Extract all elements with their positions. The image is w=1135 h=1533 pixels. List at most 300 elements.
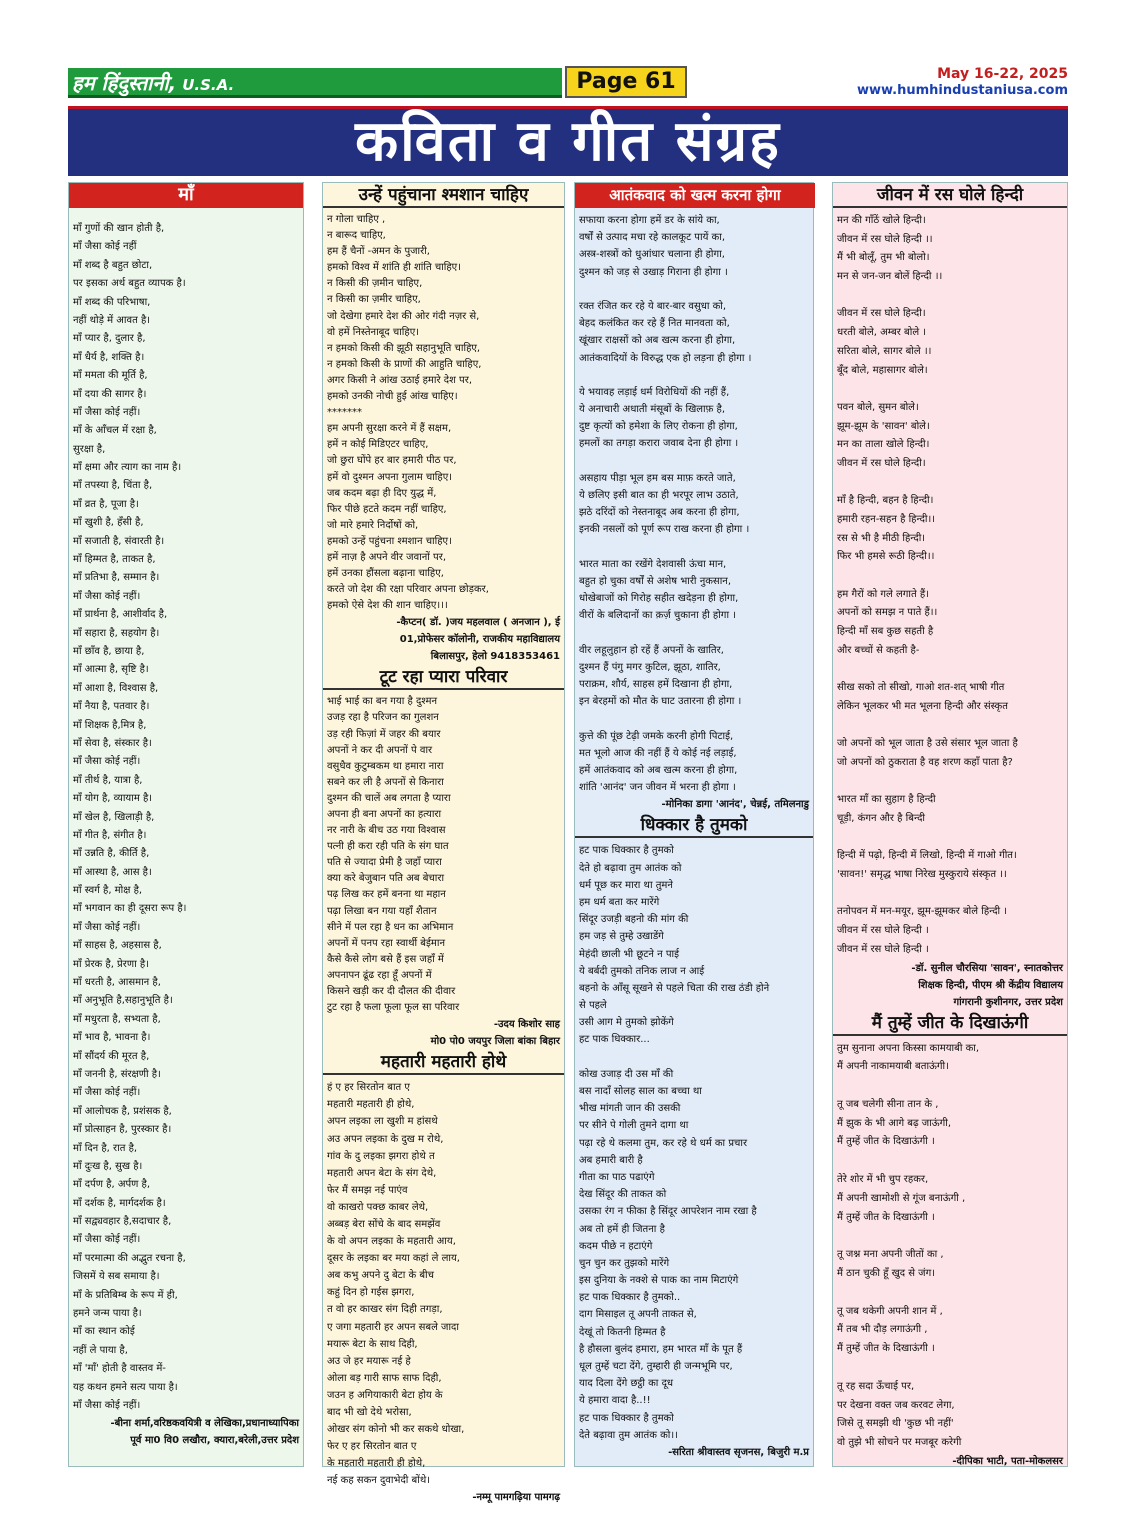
poem-line: अपनों ने कर दी अपनों पे वार: [327, 744, 433, 756]
issue-date: May 16-22, 2025: [937, 66, 1068, 82]
poem-line: 01,प्रोफेसर कॉलोनी, राजकीय महाविद्यालय: [399, 634, 560, 646]
poem-line: कैसे कैसे लोग बसे हैं इस जहाँ में: [327, 953, 444, 965]
poem-line: -नम्मू पामगढ़िया पामगढ़: [472, 1492, 560, 1504]
poem-line: माँ धरती है, आसमान है,: [73, 977, 161, 989]
poem-line: माँ अनुभूति है,सहानुभूति है।: [73, 995, 173, 1007]
poem-line: हट पाक धिक्कार है तुमको: [579, 1412, 674, 1424]
column-maa: [68, 182, 304, 1467]
poem-line: मैं तुम्हें जीत के दिखाऊंगी ।: [837, 1136, 935, 1148]
poem-line: दूसर के लइका बर मया कहां ले लाय,: [327, 1253, 460, 1265]
poem-line: दुश्मन की चालें अब लगता है प्यारा: [327, 792, 451, 804]
poem-line: लेकिन भूलकर भी मत भूलना हिन्दी और संस्कृत: [837, 700, 1008, 712]
poem-line: पढ़ा रहे थे कलमा तुम, कर रहे थे धर्म का प्रचार: [579, 1137, 748, 1149]
poem-line: वीरों के बलिदानों का क़र्ज़ चुकाना ही होगा ।: [579, 610, 736, 622]
poem-line: हम धर्म बता कर मारेंगे: [579, 896, 660, 908]
poem-line: माँ उन्नति है, कीर्ति है,: [73, 848, 150, 860]
poem-line: न किसी की ज़मीन चाहिए,: [327, 278, 423, 290]
stanza-break: [579, 367, 809, 384]
poem-line: बहुत हो चुका वर्षों से अशेष भारी नुकसान,: [579, 575, 732, 587]
poem-line: चुन चुन कर तुझको मारेंगे: [579, 1257, 670, 1269]
stanza-break: [837, 1284, 1063, 1303]
poem-line: माँ मधुरता है, सभ्यता है,: [73, 1013, 161, 1025]
poem-line: मन की गाँठें खोले हिन्दी।: [837, 215, 926, 226]
poem-line: जीवन में रस घोले हिन्दी ।।: [837, 233, 933, 245]
poem-line: धूल तुम्हें चटा देंगे, तुम्हारी ही जन्मभूमि पर,: [579, 1361, 733, 1372]
poem-title-maa: माँ: [69, 183, 303, 208]
poem-line: फिर पीछे हटते कदम नहीं चाहिए,: [327, 503, 447, 515]
poem-line: शांति 'आनंद' जन जीवन में भरना ही होगा ।: [579, 782, 736, 794]
poem-line: के महतारी महतारी ही होथे,: [327, 1458, 426, 1470]
poem-line: मो0 पो0 जयपुर जिला बांका बिहार: [430, 1036, 560, 1048]
poem-line: वीर लहूलुहान हो रहें हैं अपनों के खातिर,: [579, 644, 724, 656]
poem-line: माँ जैसा कोई नहीं।: [73, 590, 141, 602]
poem-line: हमलों का तगड़ा करारा जवाब देना ही होगा ।: [579, 438, 739, 450]
poem-line: वो तुझे भी सोचने पर मजबूर करेगी: [837, 1437, 962, 1449]
poem-line: पर देखना वक्त जब करवट लेगा,: [837, 1399, 955, 1411]
poem-line: हमारी रहन-सहन है हिन्दी।।: [837, 514, 936, 525]
poem-line: हट पाक धिक्कार है तुमको..: [579, 1292, 681, 1304]
poem-line: माँ भाव है, भावना है।: [73, 1032, 151, 1044]
poem-line: हिन्दी माँ सब कुछ सहती है: [837, 626, 934, 638]
poem-line: अपनों में पनप रहा स्वार्थी बेईमान: [327, 937, 445, 949]
poem-body-mahtari: [323, 1075, 564, 1489]
stanza-break: [579, 281, 809, 298]
poem-line: और बच्चों से कहती है-: [837, 644, 920, 656]
poem-line: भारत माता का रखेंगे देशवासी ऊंचा मान,: [579, 558, 727, 570]
poem-line: देते बढ़ावा तुम आतंक को।।: [579, 1429, 678, 1441]
column-three: [574, 182, 814, 1467]
newspaper-name: हम हिंदुस्तानी,: [72, 71, 177, 95]
poem-line: माँ आशा है, विश्वास है,: [73, 682, 159, 694]
poem-line: न बारूद चाहिए,: [327, 230, 386, 242]
poem-line: सफाया करना होगा हमें डर के सांये का,: [579, 215, 720, 226]
poem-line: हमको उनकी नोची हुई आंख चाहिए।: [327, 391, 458, 403]
poem-title-dhikkar: धिक्कार है तुमको: [575, 813, 813, 838]
poem-line: माँ सद्व्यवहार है,सदाचार है,: [73, 1216, 172, 1228]
poem-line: खूंखार राक्षसों को अब खत्म करना ही होगा,: [579, 335, 736, 347]
stanza-break: [837, 829, 1063, 848]
poem-line: माँ दुःख है, सुख है।: [73, 1160, 143, 1172]
newspaper-region: U.S.A.: [182, 76, 235, 94]
stanza-break: [837, 567, 1063, 586]
poem-line: तू जब थकेगी अपनी शान में ,: [837, 1305, 943, 1317]
stanza-break: [579, 539, 809, 556]
poem-line: मयारू बेटा के साथ दिही,: [327, 1338, 418, 1350]
poem-line: हमें नाज़ है अपने वीर जवानों पर,: [327, 551, 447, 563]
poem-line: माँ ममता की मूर्ति है,: [73, 370, 148, 382]
poem-line: ये बर्बदी तुमको तनिक लाज न आई: [579, 965, 705, 977]
poem-line: -डॉ. सुनील चौरसिया 'सावन', स्नातकोत्तर: [911, 962, 1063, 974]
poem-body-shamshan: [323, 208, 564, 614]
poem-author-hindi: [833, 960, 1067, 1011]
poem-line: महतारी अपन बेटा के संग देथे,: [327, 1167, 437, 1179]
poem-line: हम जड़ से तुम्हे उखाडेंगे: [579, 931, 664, 943]
poem-line: माँ योग है, व्यायाम है।: [73, 793, 153, 805]
poem-line: कोख उजाड़ दी उस माँ की: [579, 1068, 674, 1080]
poem-author-dhikkar: [575, 1444, 813, 1461]
poem-line: तू जब चलेगी सीना तान के ,: [837, 1098, 939, 1110]
poem-line: बूँद बोले, महासागर बोले।: [837, 364, 928, 376]
column-four: [832, 182, 1068, 1467]
poem-line: अब हमारी बारी है: [579, 1154, 643, 1166]
poem-line: फेर मैं समझ नई पाएंव: [327, 1184, 408, 1196]
poem-line: माँ आत्मा है, सृष्टि है।: [73, 664, 149, 676]
stanza-break: [579, 625, 809, 642]
stanza-break: [837, 1152, 1063, 1171]
poem-line: झठे दरिंदों को नेस्तनाबूद अब करना ही होगा,: [579, 507, 740, 519]
poem-line: माँ जैसा कोई नहीं।: [73, 1234, 141, 1246]
poem-line: आतंकवादियों के विरुद्ध एक हो लड़ना ही होगा ।: [579, 352, 752, 364]
poem-line: ये अनाचारी अधाती मंसूबों के खिलाफ़ है,: [579, 404, 726, 416]
poem-line: क्या करे बेजुबान पति अब बेचारा: [327, 873, 445, 885]
poem-line: माँ परमात्मा की अद्भुत रचना है,: [73, 1252, 186, 1264]
poem-line: हम हैं चैनों -अमन के पुजारी,: [327, 246, 430, 258]
poem-line: माँ प्रोत्साहन है, पुरस्कार है।: [73, 1124, 172, 1136]
poem-line: जीवन में रस घोले हिन्दी।: [837, 308, 926, 320]
poem-line: पर इसका अर्थ बहुत व्यापक है।: [73, 278, 186, 290]
poem-body-maa: [69, 208, 303, 1415]
poem-line: हमें आतंकवाद को अब खत्म करना ही होगा,: [579, 765, 738, 776]
poem-line: इनकी नसलों को पूर्ण रूप राख करना ही होगा ।: [579, 524, 750, 536]
poem-line: माँ जैसा कोई नहीं।: [73, 921, 141, 933]
poem-line: जीवन में रस घोले हिन्दी ।: [837, 943, 929, 955]
poem-line: माँ क्षमा और त्याग का नाम है।: [73, 462, 182, 474]
poem-line: भाई भाई का बन गया है दुश्मन: [327, 696, 438, 708]
poem-line: माँ साहस है, अहसास है,: [73, 940, 162, 952]
poem-line: भारत माँ का सुहाग है हिन्दी: [837, 794, 936, 806]
poem-line: पवन बोले, सुमन बोले।: [837, 401, 919, 413]
poem-line: माँ दया की सागर है।: [73, 388, 147, 400]
poem-line: -कैप्टन( डॉ. )जय महलवाल ( अनजान ), ई: [396, 617, 560, 629]
poem-line: जो देखेगा हमारे देश की ओर गंदी नज़र से,: [327, 310, 480, 322]
poem-line: माँ नैया है, पतवार है।: [73, 701, 150, 713]
poem-line: -बीना शर्मा,वरिष्ठकवयित्री व लेखिका,प्रधानाध्यापिका: [110, 1418, 299, 1430]
poem-line: सरिता बोले, सागर बोले ।।: [837, 345, 932, 357]
poem-title-hindi: जीवन में रस घोले हिन्दी: [833, 183, 1067, 208]
poem-line: माँ जैसा कोई नहीं: [73, 241, 137, 253]
poem-line: हट पाक धिक्कार है तुमको: [579, 845, 674, 857]
poem-line: ओखर संग कोनो भी कर सकथे धोखा,: [327, 1424, 465, 1436]
poem-line: माँ खुशी है, हँसी है,: [73, 517, 144, 529]
stanza-break: [837, 661, 1063, 680]
poem-line: जो छुरा घोंपे हर बार हमारी पीठ पर,: [327, 455, 457, 467]
poem-line: तू रह सदा ऊँचाई पर,: [837, 1380, 915, 1392]
poem-line: हमको विश्व में शांति ही शांति चाहिए।: [327, 262, 461, 274]
page-number: Page 61: [565, 66, 687, 98]
poem-line: माँ दर्शक है, मार्गदर्शक है।: [73, 1197, 166, 1209]
poem-line: अब कभु अपने दु बेटा के बीच: [327, 1270, 434, 1282]
poem-line: ये छलिए इसी बात का ही भरपूर लाभ उठाते,: [579, 490, 739, 501]
stanza-break: [579, 710, 809, 727]
poem-line: अगर किसी ने आंख उठाई हमारे देश पर,: [327, 374, 472, 386]
poem-body-parivar: [323, 690, 564, 1016]
poem-line: मैं अपनी नाकामयाबी बताऊंगी।: [837, 1061, 949, 1073]
poem-line: माँ आस्था है, आस है।: [73, 866, 152, 878]
poem-author-jeet: [833, 1453, 1067, 1470]
poem-line: हट पाक धिक्कार...: [579, 1034, 650, 1046]
poem-line: अब्बड़ बेरा सोंचे के बाद समझेंव: [327, 1218, 441, 1230]
poem-line: मैं झुक के भी आगे बढ़ जाऊंगी,: [837, 1117, 952, 1129]
poem-line: बिलासपुर, हेलो 9418353461: [430, 651, 560, 663]
poem-line: माँ सहारा है, सहयोग है।: [73, 627, 160, 639]
poem-line: माँ तीर्थ है, यात्रा है,: [73, 774, 143, 786]
poem-line: भीख मांगती जान की उसकी: [579, 1103, 681, 1115]
poem-line: कदम पीछे न हटाएंगे: [579, 1240, 653, 1252]
poem-line: है हौसला बुलंद हमारा, हम भारत माँ के पूत हैं: [579, 1343, 743, 1355]
poem-line: त वो हर काखर संग दिही तगड़ा,: [327, 1304, 443, 1316]
poem-line: गीता का पाठ पढाएंगे: [579, 1171, 655, 1183]
poem-line: के वो अपन लइका के महतारी आय,: [327, 1236, 456, 1248]
poem-body-hindi: [833, 208, 1067, 960]
poem-title-mahtari: महतारी महतारी होथे: [323, 1050, 564, 1075]
poem-line: माँ जैसा कोई नहीं।: [73, 1087, 141, 1099]
poem-line: दुश्मन को जड़ से उखाड़ गिराना ही होगा ।: [579, 266, 728, 278]
poem-body-aatankvad: [575, 208, 813, 796]
poem-line: माँ शब्द की परिभाषा,: [73, 296, 151, 308]
poem-line: माँ का स्थान कोई: [73, 1326, 135, 1338]
poem-line: हम गैरों को गले लगाते हैं।: [837, 588, 929, 600]
poem-line: मैं ठान चुकी हूँ खुद से जंग।: [837, 1268, 936, 1280]
poem-line: धरती बोले, अम्बर बोले ।: [837, 327, 927, 339]
poem-line: अउ जे हर मयारू नई हे: [327, 1355, 411, 1367]
poem-line: माँ प्यार है, दुलार है,: [73, 333, 146, 345]
poem-line: माँ के प्रतिबिम्ब के रूप में ही,: [73, 1289, 178, 1301]
poem-title-parivar: टूट रहा प्यारा परिवार: [323, 665, 564, 690]
poem-line: उसका रंग न फीका है सिंदूर आपरेशन नाम रखा है: [579, 1206, 757, 1218]
poem-line: टुट रहा है फला फूला फूल सा परिवार: [327, 1002, 460, 1014]
poem-line: माँ प्रतिभा है, सम्मान है।: [73, 572, 160, 584]
stanza-break: [837, 1359, 1063, 1378]
poem-line: माँ स्वर्ग है, मोक्ष है,: [73, 885, 143, 897]
poem-line: मैं तब भी दौड़ लगाऊंगी ,: [837, 1324, 928, 1336]
poem-line: रस से भी है मीठी हिन्दी।: [837, 532, 926, 544]
poem-line: माँ प्रेरक है, प्रेरणा है।: [73, 958, 149, 970]
poem-line: हिन्दी में पढ़ो, हिन्दी में लिखो, हिन्दी में गाओ गीत।: [837, 850, 1017, 862]
poem-line: माँ तपस्या है, चिंता है,: [73, 480, 153, 492]
poem-line: हमको उन्हें पहुंचना श्मशान चाहिए।: [327, 535, 452, 547]
poem-line: ये हमारा वादा है..!!: [579, 1395, 651, 1407]
poem-line: देते हो बढ़ावा तुम आतंक को: [579, 862, 682, 874]
poem-line: मन से जन-जन बोलें हिन्दी ।।: [837, 271, 943, 283]
poem-line: नई कह सकन दुवाभेदी बोंथे।: [327, 1475, 431, 1487]
poem-line: हमें वो दुश्मन अपना गुलाम चाहिए।: [327, 471, 453, 483]
poem-line: माँ है हिन्दी, बहन है हिन्दी।: [837, 495, 934, 507]
poem-line: झूम-झूम के 'सावन' बोले।: [837, 420, 930, 432]
poem-title-jeet: मैं तुम्हें जीत के दिखाऊंगी: [833, 1011, 1067, 1036]
poem-line: अपनापन ढूंढ रहा हूँ अपनों में: [327, 969, 432, 981]
poem-line: गांव के दु लइका झगरा होथे त: [327, 1150, 435, 1162]
poem-line: माँ धैर्य है, शक्ति है।: [73, 351, 145, 363]
poem-line: सबने कर ली है अपनों से किनारा: [327, 776, 444, 788]
stanza-break: [837, 885, 1063, 904]
poem-line: कहुं दिन हो गईस झगरा,: [327, 1287, 415, 1299]
poem-line: दाग मिसाइल तू अपनी ताकत से,: [579, 1309, 697, 1321]
poem-line: जीवन में रस घोले हिन्दी।: [837, 457, 926, 469]
poem-line: यह कथन हमने सत्य पाया है।: [73, 1381, 178, 1393]
poem-line: न किसी का ज़मीर चाहिए,: [327, 294, 421, 306]
poem-line: सीख सको तो सीखो, गाओ शत-शत् भाषी गीत: [837, 682, 1005, 694]
poem-line: कुत्ते की पूंछ टेढ़ी जमके करनी होगी पिटाई,: [579, 730, 734, 742]
poem-line: मत भूलो आज की नहीं हैं ये कोई नई लड़ाई,: [579, 747, 737, 759]
stanza-break: [837, 717, 1063, 736]
poem-line: न हमको किसी के प्राणों की आहुति चाहिए,: [327, 358, 482, 370]
poem-line: इन बेरहमों को मौत के घाट उतारना ही होगा ।: [579, 696, 742, 708]
poem-line: माँ प्रार्थना है, आशीर्वाद है,: [73, 609, 168, 621]
stanza-break: [837, 773, 1063, 792]
poem-line: पर सीने पे गोली तुमने दागा था: [579, 1120, 689, 1132]
poem-line: माँ छाँव है, छाया है,: [73, 645, 145, 657]
stanza-break: [837, 474, 1063, 493]
poem-title-shamshan: उन्हें पहुंचाना श्मशान चाहिए: [323, 183, 564, 208]
poem-line: दुष्ट कृत्यों को हमेशा के लिए रोकना ही होगा,: [579, 421, 738, 433]
poem-line: सिंदूर उजड़ी बहनो की मांग की: [579, 914, 689, 926]
poem-line: शिक्षक हिन्दी, पीएम श्री केंद्रीय विद्यालय: [918, 979, 1063, 991]
poem-line: अपना ही बना अपनों का हत्यारा: [327, 809, 442, 820]
poem-line: पढ़ा लिखा बन गया यहाँ शैतान: [327, 905, 437, 917]
website-link[interactable]: www.humhindustaniusa.com: [856, 83, 1068, 98]
poem-line: माँ खेल है, खिलाड़ी है,: [73, 811, 155, 823]
poem-line: हमको ऐसे देश की शान चाहिए।।।: [327, 600, 448, 612]
poem-author-maa: [69, 1415, 303, 1449]
poem-line: नर नारी के बीच उठ गया विश्वास: [327, 825, 446, 837]
poem-line: मैं भी बोलूँ, तुम भी बोलो।: [837, 252, 930, 264]
poem-author-parivar: [323, 1016, 564, 1050]
poem-line: जीवन में रस घोले हिन्दी ।: [837, 925, 929, 937]
poem-line: माँ गुणों की खान होती है,: [73, 223, 165, 234]
poem-line: मैं तुम्हें जीत के दिखाऊंगी ।: [837, 1211, 935, 1223]
poem-line: -उदय किशोर साह: [493, 1019, 560, 1031]
poem-line: अस्त्र-शस्त्रों को धुआंधार चलाना ही होगा,: [579, 249, 725, 261]
poem-line: नहीं ले पाया है,: [73, 1344, 128, 1356]
poem-line: माँ भगवान का ही दूसरा रूप है।: [73, 903, 187, 915]
poem-line: धर्म पूछ कर मारा था तुमने: [579, 879, 673, 891]
poem-line: याद दिला देंगे छट्ठी का दूध: [579, 1378, 674, 1390]
stanza-break: [579, 1049, 809, 1066]
poem-line: हमने जन्म पाया है।: [73, 1308, 142, 1320]
poem-line: माँ व्रत है, पूजा है।: [73, 498, 139, 510]
poem-line: ओला बड़ गारी साफ साफ दिही,: [327, 1372, 442, 1384]
poem-line: जो अपनों को भूल जाता है उसे संसार भूल जाता है: [837, 738, 1018, 750]
poem-author-mahtari: [323, 1489, 564, 1506]
poem-line: हमें न कोई मिडिएटर चाहिए,: [327, 439, 429, 451]
poem-line: अपन लइका ला खुशी म हांसथे: [327, 1116, 438, 1128]
poem-line: दुश्मन हैं पंगु मगर कुटिल, झूठा, शातिर,: [579, 661, 721, 673]
poem-line: तेरे शोर में भी चुप रहकर,: [837, 1174, 929, 1186]
poem-line: तुम सुनाना अपना किस्सा कामयाबी का,: [837, 1042, 980, 1054]
poem-line: जो मारे हमारे निर्दोषों को,: [327, 519, 419, 531]
poem-line: वर्षों से उत्पाद मचा रहे कालकूट पायें का,: [579, 232, 726, 244]
poem-line: मेहंदी छाली भी छूटने न पाई: [579, 948, 680, 960]
poem-line: जिसे तू समझी थी 'कुछ भी नहीं': [837, 1418, 954, 1430]
poem-line: पत्नी ही करा रही पति के संग घात: [327, 841, 449, 853]
poem-line: माँ शिक्षक है,मित्र है,: [73, 719, 147, 731]
poem-line: माँ सेवा है, संस्कार है।: [73, 737, 152, 749]
poem-line: वसुधैव कुटुम्बकम था हमारा नारा: [327, 760, 444, 772]
poem-line: मन का ताला खोले हिन्दी।: [837, 439, 930, 451]
poem-body-dhikkar: [575, 838, 813, 1444]
poem-line: माँ सौंदर्य की मूरत है,: [73, 1050, 150, 1062]
poem-line: धोखेबाजों को गिरोह सहीत खदेड़ना ही होगा,: [579, 593, 739, 605]
section-banner: [68, 106, 1068, 176]
poem-line: मैं तुम्हें जीत के दिखाऊंगी ।: [837, 1343, 935, 1355]
poem-line: चूड़ी, कंगन और है बिन्दी: [837, 813, 925, 824]
poem-line: अब तो हमें ही जितना है: [579, 1223, 665, 1235]
poem-line: फेर ए हर सिरतोन बात ए: [327, 1441, 417, 1453]
poem-line: माँ हिम्मत है, ताकत है,: [73, 554, 156, 566]
poem-line: से पहले: [579, 1000, 607, 1012]
poem-line: हं ए हर सिरतोन बात ए: [327, 1082, 410, 1094]
poem-line: अउ अपन लइका के दुख म रोथे,: [327, 1133, 444, 1145]
poem-line: देखूं तो कितनी हिम्मत है: [579, 1326, 666, 1338]
poem-line: अपनों को समझ न पाते हैं।।: [837, 607, 938, 619]
poem-line: -सरिता श्रीवास्तव सृजनस, बिजुरी म.प्र: [668, 1446, 809, 1458]
poem-line: हमें उनका हौंसला बढ़ाना चाहिए,: [327, 568, 444, 580]
poem-line: पति से ज्यादा प्रेमी है जहाँ प्यारा: [327, 857, 442, 869]
poem-line: वो काखरो पक्छ काबर लेथे,: [327, 1201, 429, 1213]
column-two: [322, 182, 565, 1504]
poem-line: उसी आग मे तुमको झोकेंगे: [579, 1017, 674, 1029]
poem-line: बाद भी खो देथे भरोसा,: [327, 1407, 412, 1418]
poem-line: नहीं थोड़े में आवत है।: [73, 314, 151, 326]
poem-line: सुरक्षा है,: [73, 443, 106, 455]
poem-line: जउन ह अगियाकारी बेटा होय के: [327, 1389, 443, 1401]
poem-line: पराक्रम, शौर्य, साहस हमें दिखाना ही होगा,: [579, 679, 733, 691]
stanza-break: [837, 380, 1063, 399]
poem-line: माँ आलोचक है, प्रशंसक है,: [73, 1105, 172, 1117]
poem-line: ए जगा महतारी हर अपन सबले जादा: [327, 1321, 459, 1333]
poem-line: सीने में पल रहा है धन का अभिमान: [327, 921, 454, 933]
poem-line: माँ दर्पण है, अर्पण है,: [73, 1179, 151, 1191]
poem-title-aatankvad: आतंकवाद को खत्म करना होगा: [575, 183, 815, 208]
poem-line: माँ 'माँ' होती है वास्तव में-: [73, 1363, 166, 1375]
poem-line: माँ जैसा कोई नहीं।: [73, 1400, 141, 1411]
poem-body-jeet: [833, 1036, 1067, 1454]
poem-line: *******: [327, 407, 362, 419]
poem-line: न गोला चाहिए ,: [327, 214, 386, 225]
stanza-break: [837, 1227, 1063, 1246]
poem-line: माँ के आँचल में रक्षा है,: [73, 425, 157, 437]
poem-line: किसने खड़ी कर दी दौलत की दीवार: [327, 986, 456, 998]
poem-line: उड़ रही फिज़ां में जहर की बयार: [327, 728, 441, 740]
poem-line: तनोपवन में मन-मयूर, झूम-झूमकर बोले हिन्दी ।: [837, 906, 1008, 918]
poem-line: जब कदम बढ़ा ही दिए युद्ध में,: [327, 487, 437, 499]
poem-line: असहाय पीड़ा भूल हम बस माफ़ करते जाते,: [579, 472, 736, 484]
poem-line: देख सिंदूर की ताकत को: [579, 1189, 667, 1201]
poem-line: न हमको किसी की झूठी सहानुभूति चाहिए,: [327, 342, 481, 354]
poem-line: -दीपिका भाटी, पता-मोकलसर: [952, 1456, 1063, 1468]
poem-line: ये भयावह लड़ाई धर्म विरोधियों की नहीं हैं,: [579, 386, 730, 398]
poem-line: बहनो के आँसू सूखने से पहले चिता की राख ठंडी होने: [579, 982, 770, 994]
stanza-break: [837, 287, 1063, 306]
poem-line: माँ जैसा कोई नहीं।: [73, 756, 141, 768]
poem-line: गांगरानी कुशीनगर, उत्तर प्रदेश: [953, 996, 1063, 1008]
poem-author-aatankvad: [575, 796, 813, 813]
poem-line: वो हमें निस्तेनाबूद चाहिए।: [327, 326, 420, 338]
poem-line: हम अपनी सुरक्षा करने में हैं सक्षम,: [327, 423, 452, 435]
poem-line: रक्त रंजित कर रहे ये बार-बार वसुधा को,: [579, 300, 727, 312]
poem-line: महतारी महतारी ही होथे,: [327, 1099, 415, 1111]
poem-line: माँ गीत है, संगीत है।: [73, 829, 147, 841]
poem-line: 'सावन!' समृद्ध भाषा निरेख मुस्कुराये संस्कृत ।।: [837, 869, 1007, 881]
poem-line: बस नादाँ सोलह साल का बच्चा था: [579, 1086, 702, 1097]
poem-line: करते जो देश की रक्षा परिवार अपना छोड़कर,: [327, 584, 489, 596]
poem-line: जो अपनों को ठुकराता है वह शरण कहाँ पाता है?: [837, 756, 1013, 768]
poem-line: पूर्व मा0 वि0 लखौरा, क्यारा,बरेली,उत्तर प्रदेश: [130, 1435, 299, 1447]
poem-line: माँ दिन है, रात है,: [73, 1142, 138, 1154]
poem-line: माँ जैसा कोई नहीं।: [73, 406, 141, 418]
poem-line: माँ सजाती है, संवारती है।: [73, 535, 165, 547]
poem-author-shamshan: [323, 614, 564, 665]
